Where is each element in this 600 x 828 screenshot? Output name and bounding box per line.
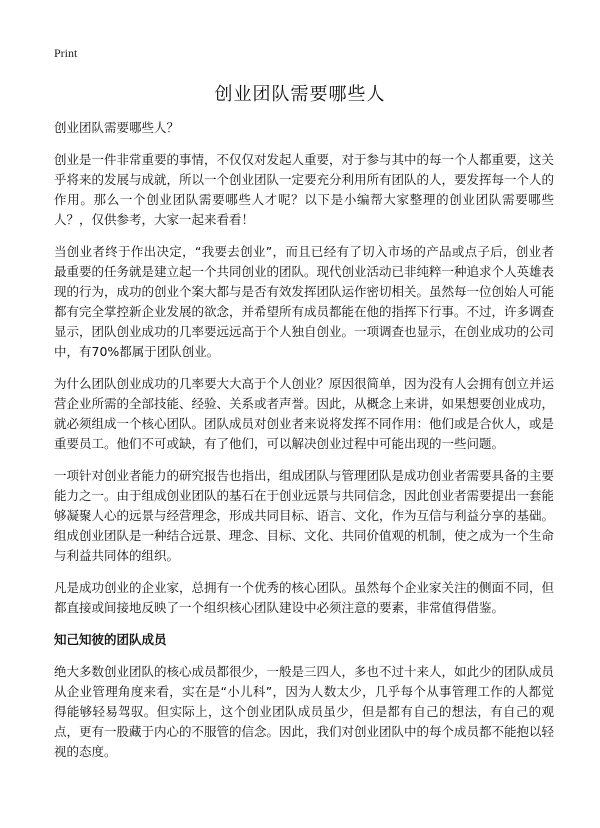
- paragraph-why-team: 为什么团队创业成功的几率要大大高于个人创业？原因很简单，因为没有人会拥有创立并运营企业所需的全部技能、经验、关系或者声誉。因此，从概念上来讲，如果想要创业成功，就必须组成一个核心团队。团队成员对创业者来说将发挥不同作用：他们或是合伙人，或是重要员工。他们不可或缺，有了他们，可以解决创业过程中可能出现的一些问题。: [54, 376, 555, 451]
- article-subtitle: 创业团队需要哪些人？: [54, 120, 180, 135]
- article-body: [54, 118, 554, 774]
- paragraph-core-team: 凡是成功创业的企业家，总拥有一个优秀的核心团队。虽然每个企业家关注的侧面不同，但都直接或间接地反映了一个组织核心团队建设中必须注意的要素，非常值得借鉴。: [54, 580, 555, 615]
- paragraph-intro: 创业是一件非常重要的事情，不仅仅对发起人重要，对于参与其中的每一个人都重要，这关乎将来的发展与成就，所以一个创业团队一定要充分利用所有团队的人，要发挥每一个人的作用。那么一个创业团队需要哪些人才呢？以下是小编帮大家整理的创业团队需要哪些人？，仅供参考，大家一起来看看！: [54, 152, 555, 227]
- page-title: 创业团队需要哪些人: [214, 84, 386, 105]
- print-link[interactable]: Print: [54, 46, 78, 60]
- paragraph-team-members: 绝大多数创业团队的核心成员都很少，一般是三四人，多也不过十来人，如此少的团队成员从企业管理角度来看，实在是“小儿科”，因为人数太少，几乎每个从事管理工作的人都觉得能够轻易驾驭。但实际上，这个创业团队成员虽少，但是都有自己的想法，有自己的观点，更有一股藏于内心的不服管的信念。因此，我们对创业团队中的每个成员都不能抱以轻视的态度。: [54, 664, 555, 759]
- paragraph-team-importance: 当创业者终于作出决定，“我要去创业”，而且已经有了切入市场的产品或点子后，创业者最重要的任务就是建立起一个共同创业的团队。现代创业活动已非纯粹一种追求个人英雄表现的行为，成功的创业个案大都与是否有效发挥团队运作密切相关。虽然每一位创始人可能都有完全掌控新企业发展的欲念，并希望所有成员都能在他的指挥下行事。不过，许多调查显示，团队创业成功的几率要远远高于个人独自创业。一项调查也显示，在创业成功的公司中，有70%都属于团队创业。: [54, 244, 555, 359]
- paragraph-research: 一项针对创业者能力的研究报告也指出，组成团队与管理团队是成功创业者需要具备的主要能力之一。由于组成创业团队的基石在于创业远景与共同信念，因此创业者需要提出一套能够凝聚人心的远景与经营理念，形成共同目标、语言、文化，作为互信与利益分享的基础。组成创业团队是一种结合远景、理念、目标、文化、共同价值观的机制，使之成为一个生命与利益共同体的组织。: [54, 468, 555, 563]
- section-heading: 知己知彼的团队成员: [54, 632, 167, 647]
